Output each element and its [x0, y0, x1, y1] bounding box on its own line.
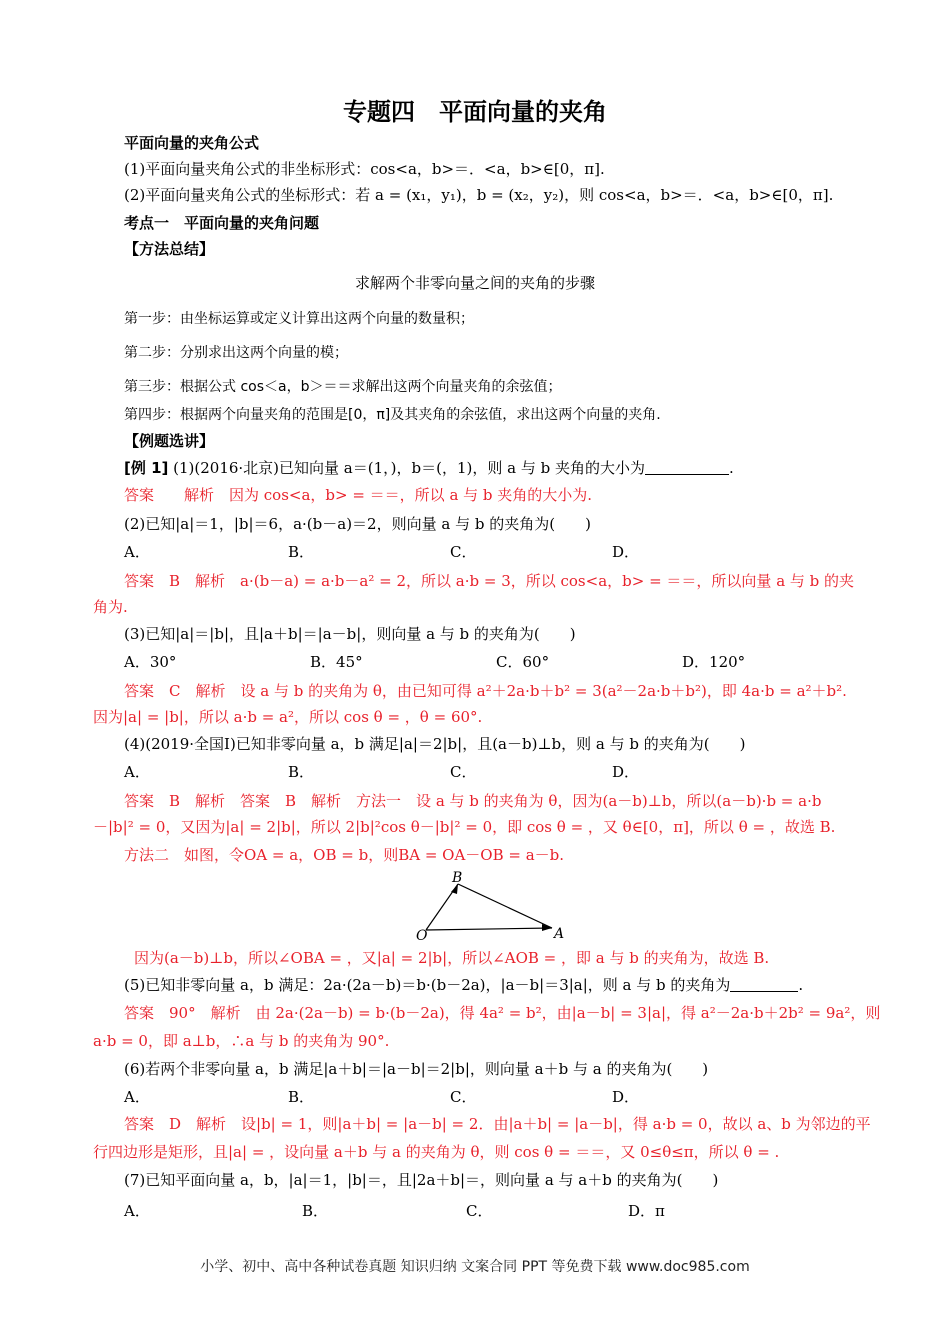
- ex6-answer-line-2: 行四边形是矩形，且|a| = ，设向量 a＋b 与 a 的夹角为 θ，则 cos θ = ＝＝，又 0≤θ≤π，所以 θ = .: [93, 1143, 780, 1161]
- step-4: 第四步：根据两个向量夹角的范围是[0，π]及其夹角的余弦值，求出这两个向量的夹角.: [124, 407, 661, 423]
- ex5-text: (5)已知非零向量 a，b 满足：2a·(2a－b)＝b·(b－2a)，|a－b|＝3|a|，则 a 与 b 的夹角为: [124, 976, 731, 994]
- ex6-question: (6)若两个非零向量 a，b 满足|a＋b|＝|a－b|＝2|b|，则向量 a＋b 与 a 的夹角为( ): [124, 1060, 709, 1078]
- formula-line-1: (1)平面向量夹角公式的非坐标形式：cos<a，b>＝．<a，b>∈[0，π].: [124, 160, 605, 178]
- ex7-option-d: D．π: [628, 1202, 665, 1220]
- page-title: 专题四 平面向量的夹角: [343, 98, 607, 126]
- ex2-option-c: C．: [450, 543, 477, 561]
- ex1-end: .: [728, 459, 734, 477]
- ex6-option-d: D．: [612, 1088, 640, 1106]
- ex6-option-b: B．: [288, 1088, 315, 1106]
- ex1-label: [例 1]: [124, 459, 169, 477]
- ex3-option-a: A．30°: [124, 653, 177, 671]
- triangle-figure: [410, 866, 580, 946]
- step-3: 第三步：根据公式 cos＜a，b＞＝＝求解出这两个向量夹角的余弦值；: [124, 379, 562, 395]
- ex4-option-c: C．: [450, 763, 477, 781]
- ex1-answer: 答案 解析 因为 cos<a，b> = ＝＝，所以 a 与 b 夹角的大小为.: [124, 486, 593, 504]
- ex1-answer-blank: [645, 459, 729, 475]
- footer-link[interactable]: 小学、初中、高中各种试卷真题 知识归纳 文案合同 PPT 等免费下载 www.doc985.com: [200, 1259, 750, 1275]
- ex4-answer-line-1: 答案 B 解析 答案 B 解析 方法一 设 a 与 b 的夹角为 θ，因为(a－b)⊥b，所以(a－b)·b = a·b: [124, 792, 822, 810]
- point-a-label: A: [554, 926, 565, 942]
- steps-title: 求解两个非零向量之间的夹角的步骤: [354, 274, 595, 292]
- ex2-answer-line-2: 角为.: [93, 598, 128, 616]
- ex3-option-b: B．45°: [310, 653, 363, 671]
- example-heading: 【例题选讲】: [124, 432, 215, 450]
- ex4-answer-line-3: 方法二 如图，令OA = a，OB = b，则BA = OA－OB = a－b.: [124, 846, 565, 864]
- ex3-answer-line-2: 因为|a| = |b|，所以 a·b = a²，所以 cos θ = ，θ = 60°.: [93, 708, 483, 726]
- ex7-option-a: A．: [124, 1202, 150, 1220]
- step-2: 第二步：分别求出这两个向量的模；: [124, 345, 348, 361]
- ex2-option-a: A．: [124, 543, 150, 561]
- ex3-answer-line-1: 答案 C 解析 设 a 与 b 的夹角为 θ，由已知可得 a²＋2a·b＋b² = 3(a²－2a·b＋b²)，即 4a·b = a²＋b².: [124, 682, 847, 700]
- ex1-text: (1)(2016·北京)已知向量 a＝(1，)，b＝(，1)，则 a 与 b 夹角的大小为: [168, 459, 645, 477]
- ex1-question: [124, 457, 734, 479]
- ex2-option-b: B．: [288, 543, 315, 561]
- point-o-label: O: [416, 928, 428, 944]
- ex7-question: (7)已知平面向量 a，b，|a|＝1，|b|＝，且|2a＋b|＝，则向量 a 与 a＋b 的夹角为( ): [124, 1171, 719, 1189]
- ex4-answer-line-4: 因为(a－b)⊥b，所以∠OBA = ，又|a| = 2|b|，所以∠AOB = ，即 a 与 b 的夹角为，故选 B.: [134, 949, 770, 967]
- ex6-option-a: A．: [124, 1088, 150, 1106]
- ex5-answer-line-2: a·b = 0，即 a⊥b，∴a 与 b 的夹角为 90°.: [93, 1032, 390, 1050]
- ex4-option-a: A．: [124, 763, 150, 781]
- ex5-end: .: [798, 976, 804, 994]
- ex4-question: (4)(2019·全国Ⅰ)已知非零向量 a，b 满足|a|＝2|b|，且(a－b)⊥b，则 a 与 b 的夹角为( ): [124, 735, 746, 753]
- ex2-answer-line-1: 答案 B 解析 a·(b－a) = a·b－a² = 2，所以 a·b = 3，所以 cos<a，b> = ＝＝，所以向量 a 与 b 的夹: [124, 572, 855, 590]
- ex6-option-c: C．: [450, 1088, 477, 1106]
- ex7-option-b: B．: [302, 1202, 329, 1220]
- point-b-label: B: [452, 870, 463, 886]
- ex2-option-d: D．: [612, 543, 640, 561]
- ex5-question: [124, 974, 803, 996]
- ex5-answer-line-1: 答案 90° 解析 由 2a·(2a－b) = b·(b－2a)，得 4a² = b²，由|a－b| = 3|a|，得 a²－2a·b＋2b² = 9a²，则: [124, 1004, 881, 1022]
- ex3-option-d: D．120°: [682, 653, 746, 671]
- ex3-option-c: C．60°: [496, 653, 550, 671]
- step-1: 第一步：由坐标运算或定义计算出这两个向量的数量积；: [124, 311, 474, 327]
- ex4-answer-line-2: －|b|² = 0，又因为|a| = 2|b|，所以 2|b|²cos θ－|b|² = 0，即 cos θ = ，又 θ∈[0，π]，所以 θ = ，故选 B.: [93, 818, 836, 836]
- formula-line-2: (2)平面向量夹角公式的坐标形式：若 a = (x₁，y₁)，b = (x₂，y₂)，则 cos<a，b>＝．<a，b>∈[0，π].: [124, 186, 834, 204]
- ex6-answer-line-1: 答案 D 解析 设|b| = 1，则|a＋b| = |a－b| = 2．由|a＋b| = |a－b|，得 a·b = 0，故以 a、b 为邻边的平: [124, 1115, 871, 1133]
- ex2-question: (2)已知|a|＝1，|b|＝6，a·(b－a)＝2，则向量 a 与 b 的夹角为( ): [124, 515, 591, 533]
- kaodian-heading: 考点一 平面向量的夹角问题: [124, 214, 320, 232]
- formula-heading: 平面向量的夹角公式: [124, 134, 260, 152]
- ex7-option-c: C．: [466, 1202, 493, 1220]
- method-heading: 【方法总结】: [124, 240, 215, 258]
- ex4-option-b: B．: [288, 763, 315, 781]
- ex5-answer-blank: [730, 976, 798, 992]
- ex3-question: (3)已知|a|＝|b|，且|a＋b|＝|a－b|，则向量 a 与 b 的夹角为( ): [124, 625, 576, 643]
- ex4-option-d: D．: [612, 763, 640, 781]
